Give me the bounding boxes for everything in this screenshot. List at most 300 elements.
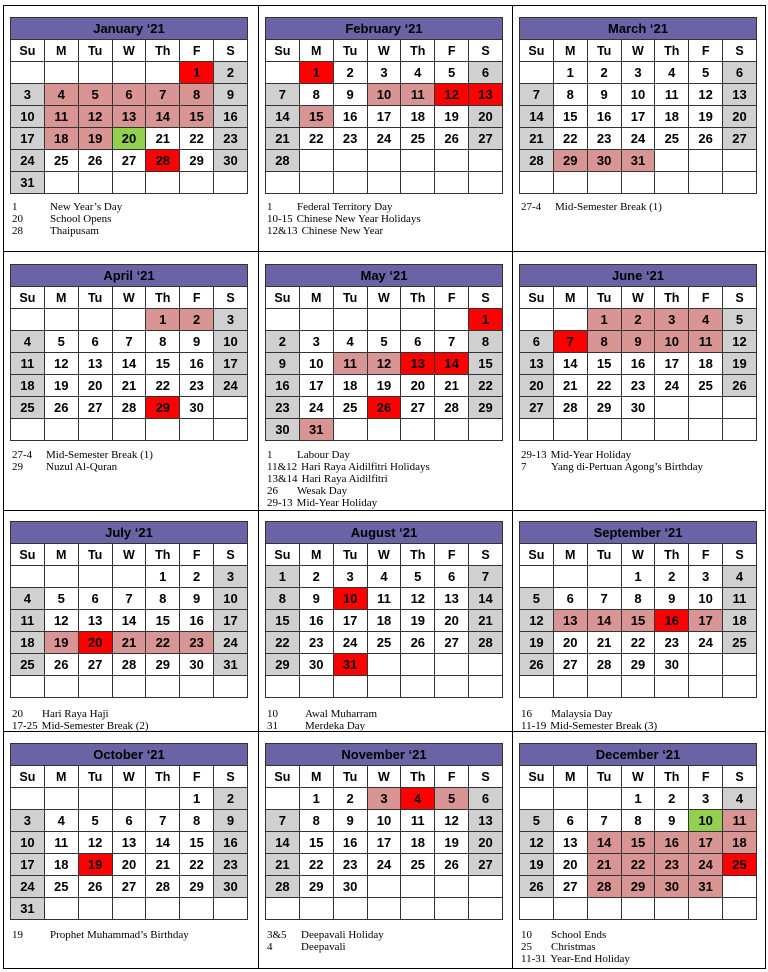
day-cell: 18 xyxy=(11,375,45,397)
weekday-header: Su xyxy=(11,287,45,309)
day-cell: 1 xyxy=(299,62,333,84)
day-cell: 13 xyxy=(553,610,587,632)
day-cell: 3 xyxy=(333,566,367,588)
note-item xyxy=(267,461,430,473)
month-calendar xyxy=(519,17,757,194)
day-cell: 24 xyxy=(333,632,367,654)
day-cell: 19 xyxy=(689,106,723,128)
day-cell: 23 xyxy=(299,632,333,654)
note-text: Hari Raya Haji xyxy=(42,708,109,720)
day-cell: 23 xyxy=(655,854,689,876)
note-date: 7 xyxy=(521,461,527,473)
weekday-header: F xyxy=(180,40,214,62)
empty-cell xyxy=(621,172,655,194)
empty-cell xyxy=(655,676,689,698)
weekday-header: S xyxy=(723,766,757,788)
empty-cell xyxy=(266,676,300,698)
empty-cell xyxy=(367,419,401,441)
weekday-header: Su xyxy=(11,766,45,788)
note-text: Mid-Semester Break (2) xyxy=(41,720,149,732)
note-text: Mid-Semester Break (1) xyxy=(46,449,153,461)
month-calendar xyxy=(10,743,248,920)
empty-cell xyxy=(78,419,112,441)
empty-cell xyxy=(401,676,435,698)
weekday-header: M xyxy=(44,544,78,566)
month-panel xyxy=(512,731,764,971)
day-cell: 11 xyxy=(401,84,435,106)
day-cell: 23 xyxy=(621,375,655,397)
empty-cell xyxy=(367,172,401,194)
weekday-header: Tu xyxy=(333,287,367,309)
note-text: Chinese New Year xyxy=(301,225,384,237)
day-cell: 12 xyxy=(520,610,554,632)
month-title: December ‘21 xyxy=(520,744,757,766)
month-notes xyxy=(521,449,703,473)
weekday-header: Su xyxy=(11,40,45,62)
note-item xyxy=(521,449,703,461)
day-cell: 14 xyxy=(266,832,300,854)
day-cell: 15 xyxy=(469,353,503,375)
note-text: Hari Raya Aidilfitri Holidays xyxy=(301,461,430,473)
day-cell: 8 xyxy=(146,331,180,353)
month-panel xyxy=(512,251,764,510)
day-cell: 21 xyxy=(266,128,300,150)
empty-cell xyxy=(469,172,503,194)
weekday-header: W xyxy=(367,40,401,62)
day-cell: 5 xyxy=(78,810,112,832)
day-cell: 23 xyxy=(655,632,689,654)
day-cell: 4 xyxy=(689,309,723,331)
weekday-header: Th xyxy=(655,544,689,566)
day-cell: 10 xyxy=(621,84,655,106)
weekday-header: W xyxy=(112,544,146,566)
day-cell: 10 xyxy=(367,810,401,832)
day-cell: 10 xyxy=(367,84,401,106)
empty-cell xyxy=(723,150,757,172)
weekday-header: Tu xyxy=(587,544,621,566)
weekday-header: Th xyxy=(146,766,180,788)
note-date: 12&13 xyxy=(267,225,298,237)
empty-cell xyxy=(11,62,45,84)
day-cell: 10 xyxy=(11,106,45,128)
day-cell: 24 xyxy=(689,854,723,876)
weekday-header: S xyxy=(214,287,248,309)
note-item xyxy=(12,449,153,461)
weekday-header: M xyxy=(299,766,333,788)
weekday-header: F xyxy=(689,766,723,788)
empty-cell xyxy=(520,309,554,331)
day-cell: 6 xyxy=(112,810,146,832)
day-cell: 7 xyxy=(469,566,503,588)
empty-cell xyxy=(723,172,757,194)
empty-cell xyxy=(655,419,689,441)
day-cell: 18 xyxy=(333,375,367,397)
day-cell: 6 xyxy=(78,588,112,610)
empty-cell xyxy=(11,309,45,331)
day-cell: 12 xyxy=(78,832,112,854)
day-cell: 21 xyxy=(587,854,621,876)
weekday-header: Tu xyxy=(333,544,367,566)
weekday-header: Su xyxy=(266,287,300,309)
day-cell: 15 xyxy=(266,610,300,632)
day-cell: 2 xyxy=(587,62,621,84)
day-cell: 8 xyxy=(180,810,214,832)
day-cell: 5 xyxy=(723,309,757,331)
day-cell: 2 xyxy=(214,788,248,810)
empty-cell xyxy=(299,309,333,331)
empty-cell xyxy=(78,676,112,698)
note-date: 28 xyxy=(12,225,23,237)
day-cell: 19 xyxy=(401,610,435,632)
note-date: 16 xyxy=(521,708,532,720)
empty-cell xyxy=(214,172,248,194)
note-text: School Ends xyxy=(551,929,607,941)
day-cell: 4 xyxy=(44,810,78,832)
note-date: 4 xyxy=(267,941,273,953)
note-item xyxy=(267,473,430,485)
day-cell: 18 xyxy=(723,832,757,854)
note-item xyxy=(521,953,630,965)
day-cell: 6 xyxy=(469,788,503,810)
day-cell: 8 xyxy=(266,588,300,610)
day-cell: 4 xyxy=(723,566,757,588)
day-cell: 3 xyxy=(621,62,655,84)
month-title: August ‘21 xyxy=(266,522,503,544)
day-cell: 16 xyxy=(587,106,621,128)
empty-cell xyxy=(435,676,469,698)
weekday-header: M xyxy=(553,544,587,566)
day-cell: 2 xyxy=(180,309,214,331)
empty-cell xyxy=(723,876,757,898)
weekday-header: F xyxy=(435,287,469,309)
day-cell: 18 xyxy=(689,353,723,375)
empty-cell xyxy=(655,172,689,194)
empty-cell xyxy=(435,150,469,172)
weekday-header: Su xyxy=(266,40,300,62)
month-notes xyxy=(12,708,149,732)
day-cell: 24 xyxy=(655,375,689,397)
note-text: Mid-Year Holiday xyxy=(296,497,378,509)
weekday-header: S xyxy=(723,40,757,62)
empty-cell xyxy=(367,898,401,920)
empty-cell xyxy=(11,676,45,698)
day-cell: 30 xyxy=(655,876,689,898)
day-cell: 10 xyxy=(214,588,248,610)
empty-cell xyxy=(401,150,435,172)
day-cell: 23 xyxy=(587,128,621,150)
day-cell: 30 xyxy=(180,654,214,676)
day-cell: 15 xyxy=(621,610,655,632)
day-cell: 14 xyxy=(435,353,469,375)
weekday-header: Tu xyxy=(78,287,112,309)
weekday-header: Tu xyxy=(78,544,112,566)
day-cell: 13 xyxy=(469,84,503,106)
day-cell: 17 xyxy=(689,610,723,632)
day-cell: 3 xyxy=(11,84,45,106)
day-cell: 28 xyxy=(266,876,300,898)
empty-cell xyxy=(180,419,214,441)
day-cell: 25 xyxy=(367,632,401,654)
day-cell: 8 xyxy=(621,810,655,832)
day-cell: 16 xyxy=(214,106,248,128)
day-cell: 25 xyxy=(401,854,435,876)
note-text: Nuzul Al-Quran xyxy=(46,461,118,473)
day-cell: 20 xyxy=(112,854,146,876)
day-cell: 4 xyxy=(11,331,45,353)
day-cell: 13 xyxy=(553,832,587,854)
weekday-header: W xyxy=(621,544,655,566)
empty-cell xyxy=(333,172,367,194)
day-cell: 25 xyxy=(11,397,45,419)
note-text: Hari Raya Aidilfitri xyxy=(301,473,388,485)
note-text: Yang di-Pertuan Agong’s Birthday xyxy=(551,461,703,473)
day-cell: 13 xyxy=(723,84,757,106)
empty-cell xyxy=(723,654,757,676)
day-cell: 12 xyxy=(520,832,554,854)
day-cell: 15 xyxy=(587,353,621,375)
day-cell: 7 xyxy=(112,331,146,353)
weekday-header: Su xyxy=(266,766,300,788)
day-cell: 1 xyxy=(146,566,180,588)
day-cell: 14 xyxy=(112,610,146,632)
day-cell: 3 xyxy=(299,331,333,353)
empty-cell xyxy=(469,898,503,920)
note-date: 29-13 xyxy=(521,449,547,461)
empty-cell xyxy=(333,898,367,920)
day-cell: 9 xyxy=(655,810,689,832)
day-cell: 24 xyxy=(11,150,45,172)
day-cell: 18 xyxy=(367,610,401,632)
month-calendar xyxy=(519,521,757,698)
month-title: January ‘21 xyxy=(11,18,248,40)
empty-cell xyxy=(44,419,78,441)
day-cell: 29 xyxy=(553,150,587,172)
day-cell: 19 xyxy=(44,632,78,654)
empty-cell xyxy=(367,309,401,331)
day-cell: 19 xyxy=(78,128,112,150)
day-cell: 17 xyxy=(299,375,333,397)
note-date: 25 xyxy=(521,941,532,953)
empty-cell xyxy=(621,676,655,698)
day-cell: 17 xyxy=(214,610,248,632)
day-cell: 3 xyxy=(214,566,248,588)
empty-cell xyxy=(587,898,621,920)
day-cell: 3 xyxy=(689,788,723,810)
day-cell: 5 xyxy=(44,331,78,353)
note-date: 17-25 xyxy=(12,720,38,732)
weekday-header: S xyxy=(214,544,248,566)
day-cell: 26 xyxy=(435,854,469,876)
day-cell: 11 xyxy=(11,610,45,632)
day-cell: 20 xyxy=(112,128,146,150)
day-cell: 17 xyxy=(689,832,723,854)
day-cell: 28 xyxy=(587,876,621,898)
day-cell: 15 xyxy=(146,353,180,375)
day-cell: 5 xyxy=(367,331,401,353)
day-cell: 7 xyxy=(587,810,621,832)
day-cell: 16 xyxy=(214,832,248,854)
weekday-header: S xyxy=(214,40,248,62)
day-cell: 11 xyxy=(333,353,367,375)
day-cell: 8 xyxy=(146,588,180,610)
month-calendar xyxy=(519,264,757,441)
day-cell: 12 xyxy=(44,610,78,632)
day-cell: 29 xyxy=(180,150,214,172)
day-cell: 3 xyxy=(655,309,689,331)
month-notes xyxy=(12,201,122,237)
empty-cell xyxy=(214,676,248,698)
weekday-header: S xyxy=(469,40,503,62)
day-cell: 31 xyxy=(689,876,723,898)
weekday-header: Su xyxy=(11,544,45,566)
weekday-header: F xyxy=(435,40,469,62)
day-cell: 16 xyxy=(655,832,689,854)
weekday-header: M xyxy=(44,287,78,309)
weekday-header: M xyxy=(299,287,333,309)
day-cell: 5 xyxy=(78,84,112,106)
day-cell: 9 xyxy=(621,331,655,353)
empty-cell xyxy=(401,309,435,331)
note-item xyxy=(267,201,421,213)
day-cell: 30 xyxy=(299,654,333,676)
day-cell: 27 xyxy=(520,397,554,419)
day-cell: 24 xyxy=(367,128,401,150)
day-cell: 2 xyxy=(333,62,367,84)
day-cell: 11 xyxy=(401,810,435,832)
day-cell: 11 xyxy=(723,588,757,610)
day-cell: 16 xyxy=(266,375,300,397)
note-date: 26 xyxy=(267,485,278,497)
weekday-header: Th xyxy=(655,766,689,788)
note-item xyxy=(521,929,630,941)
day-cell: 17 xyxy=(333,610,367,632)
empty-cell xyxy=(655,397,689,419)
month-panel xyxy=(512,5,764,251)
day-cell: 2 xyxy=(266,331,300,353)
day-cell: 20 xyxy=(401,375,435,397)
empty-cell xyxy=(266,62,300,84)
empty-cell xyxy=(689,397,723,419)
day-cell: 7 xyxy=(146,810,180,832)
weekday-header: Tu xyxy=(333,40,367,62)
day-cell: 30 xyxy=(180,397,214,419)
empty-cell xyxy=(78,788,112,810)
weekday-header: F xyxy=(689,287,723,309)
day-cell: 29 xyxy=(180,876,214,898)
day-cell: 27 xyxy=(112,876,146,898)
day-cell: 18 xyxy=(11,632,45,654)
day-cell: 18 xyxy=(401,106,435,128)
note-text: Federal Territory Day xyxy=(297,201,393,213)
day-cell: 13 xyxy=(112,832,146,854)
note-text: Labour Day xyxy=(297,449,350,461)
day-cell: 20 xyxy=(553,854,587,876)
day-cell: 22 xyxy=(621,632,655,654)
empty-cell xyxy=(146,788,180,810)
day-cell: 19 xyxy=(520,854,554,876)
note-item xyxy=(12,201,122,213)
empty-cell xyxy=(146,898,180,920)
empty-cell xyxy=(78,898,112,920)
day-cell: 10 xyxy=(299,353,333,375)
weekday-header: S xyxy=(214,766,248,788)
day-cell: 28 xyxy=(266,150,300,172)
day-cell: 24 xyxy=(214,632,248,654)
empty-cell xyxy=(553,788,587,810)
day-cell: 28 xyxy=(520,150,554,172)
empty-cell xyxy=(621,898,655,920)
empty-cell xyxy=(587,419,621,441)
empty-cell xyxy=(469,419,503,441)
empty-cell xyxy=(214,898,248,920)
day-cell: 22 xyxy=(587,375,621,397)
day-cell: 27 xyxy=(78,397,112,419)
empty-cell xyxy=(587,566,621,588)
day-cell: 28 xyxy=(146,876,180,898)
month-calendar xyxy=(10,17,248,194)
note-date: 29 xyxy=(12,461,23,473)
day-cell: 15 xyxy=(299,106,333,128)
day-cell: 14 xyxy=(469,588,503,610)
weekday-header: Tu xyxy=(587,766,621,788)
day-cell: 22 xyxy=(553,128,587,150)
day-cell: 5 xyxy=(44,588,78,610)
day-cell: 20 xyxy=(520,375,554,397)
day-cell: 30 xyxy=(655,654,689,676)
day-cell: 5 xyxy=(401,566,435,588)
day-cell: 24 xyxy=(621,128,655,150)
month-panel xyxy=(3,251,255,510)
month-notes xyxy=(12,929,189,941)
day-cell: 2 xyxy=(214,62,248,84)
day-cell: 9 xyxy=(333,84,367,106)
day-cell: 14 xyxy=(112,353,146,375)
weekday-header: S xyxy=(723,287,757,309)
day-cell: 7 xyxy=(435,331,469,353)
note-item xyxy=(12,213,122,225)
empty-cell xyxy=(469,676,503,698)
day-cell: 6 xyxy=(553,588,587,610)
day-cell: 28 xyxy=(469,632,503,654)
note-item xyxy=(267,485,430,497)
day-cell: 27 xyxy=(553,654,587,676)
day-cell: 8 xyxy=(299,810,333,832)
empty-cell xyxy=(112,788,146,810)
day-cell: 6 xyxy=(435,566,469,588)
day-cell: 25 xyxy=(44,150,78,172)
empty-cell xyxy=(401,654,435,676)
day-cell: 7 xyxy=(587,588,621,610)
day-cell: 16 xyxy=(299,610,333,632)
day-cell: 18 xyxy=(44,128,78,150)
day-cell: 14 xyxy=(520,106,554,128)
day-cell: 25 xyxy=(655,128,689,150)
day-cell: 4 xyxy=(401,788,435,810)
empty-cell xyxy=(180,172,214,194)
day-cell: 11 xyxy=(689,331,723,353)
day-cell: 26 xyxy=(78,150,112,172)
empty-cell xyxy=(435,654,469,676)
empty-cell xyxy=(214,397,248,419)
note-date: 19 xyxy=(12,929,23,941)
weekday-header: S xyxy=(469,544,503,566)
month-title: April ‘21 xyxy=(11,265,248,287)
note-date: 10 xyxy=(521,929,532,941)
day-cell: 31 xyxy=(621,150,655,172)
day-cell: 20 xyxy=(723,106,757,128)
day-cell: 17 xyxy=(367,832,401,854)
day-cell: 31 xyxy=(214,654,248,676)
